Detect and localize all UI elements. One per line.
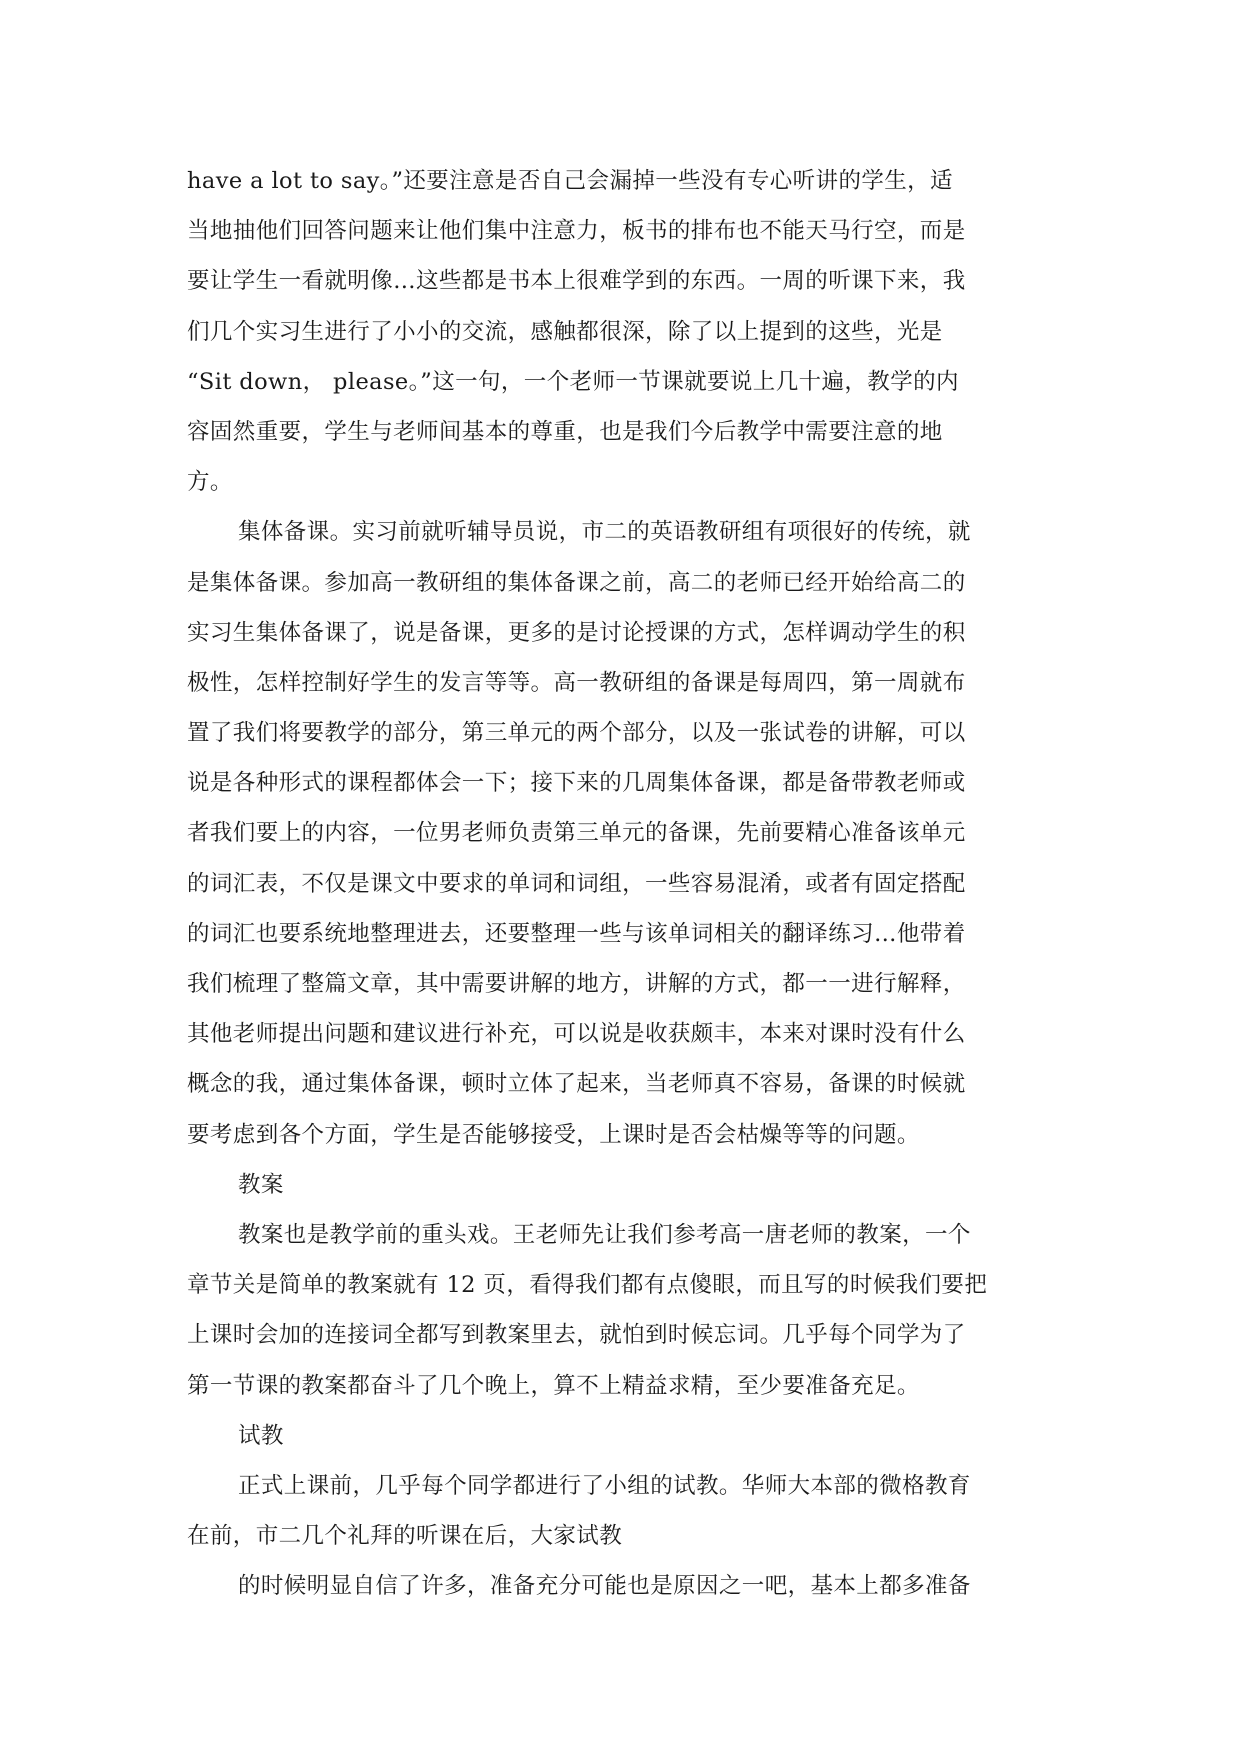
text-line: 在前，市二几个礼拜的听课在后，大家试教: [187, 1523, 623, 1550]
text-line: 容固然重要，学生与老师间基本的尊重，也是我们今后教学中需要注意的地: [187, 418, 943, 445]
text-line: 其他老师提出问题和建议进行补充，可以说是收获颇丰，本来对课时没有什么: [187, 1021, 966, 1048]
text-line: 说是各种形式的课程都体会一下；接下来的几周集体备课，都是备带教老师或: [187, 770, 966, 797]
text-line: 的词汇表，不仅是课文中要求的单词和词组，一些容易混淆，或者有固定搭配: [187, 870, 966, 897]
section-heading: 教案: [238, 1171, 284, 1198]
text-line: 的词汇也要系统地整理进去，还要整理一些与该单词相关的翻译练习…他带着: [187, 920, 966, 947]
text-line: 实习生集体备课了，说是备课，更多的是讨论授课的方式，怎样调动学生的积: [187, 619, 966, 646]
text-line: 上课时会加的连接词全都写到教案里去，就怕到时候忘词。几乎每个同学为了: [187, 1322, 966, 1349]
text-line: 我们梳理了整篇文章，其中需要讲解的地方，讲解的方式，都一一进行解释，: [187, 971, 966, 997]
text-line: 者我们要上的内容，一位男老师负责第三单元的备课，先前要精心准备该单元: [187, 820, 966, 847]
text-line: 要让学生一看就明像…这些都是书本上很难学到的东西。一周的听课下来，我: [187, 268, 966, 295]
paragraph-start-line: 正式上课前，几乎每个同学都进行了小组的试教。华师大本部的微格教育: [238, 1472, 971, 1499]
paragraph-start-line: 教案也是教学前的重头戏。王老师先让我们参考高一唐老师的教案，一个: [238, 1221, 971, 1248]
text-line: have a lot to say。”还要注意是否自己会漏掉一些没有专心听讲的学生，适: [187, 168, 953, 194]
document-page: [187, 156, 1049, 1611]
text-line: 们几个实习生进行了小小的交流，感触都很深，除了以上提到的这些，光是: [187, 318, 943, 345]
text-line: 方。: [187, 469, 233, 496]
text-line: 概念的我，通过集体备课，顿时立体了起来，当老师真不容易，备课的时候就: [187, 1071, 966, 1098]
text-line: 当地抽他们回答问题来让他们集中注意力，板书的排布也不能天马行空，而是: [187, 218, 966, 245]
paragraph-start-line: 的时候明显自信了许多，准备充分可能也是原因之一吧，基本上都多准备: [238, 1573, 971, 1600]
text-line: 章节关是简单的教案就有 12 页，看得我们都有点傻眼，而且写的时候我们要把: [187, 1272, 988, 1299]
text-line: 要考虑到各个方面，学生是否能够接受，上课时是否会枯燥等等的问题。: [187, 1121, 920, 1148]
text-line: 极性，怎样控制好学生的发言等等。高一教研组的备课是每周四，第一周就布: [187, 669, 966, 696]
text-line: 置了我们将要教学的部分，第三单元的两个部分，以及一张试卷的讲解，可以: [187, 720, 966, 747]
text-line: “Sit down， please。”这一句，一个老师一节课就要说上几十遍，教学的内: [187, 368, 959, 395]
section-heading: 试教: [238, 1422, 284, 1449]
text-line: 是集体备课。参加高一教研组的集体备课之前，高二的老师已经开始给高二的: [187, 569, 966, 596]
paragraph-start-line: 集体备课。实习前就听辅导员说，市二的英语教研组有项很好的传统，就: [238, 519, 971, 546]
text-line: 第一节课的教案都奋斗了几个晚上，算不上精益求精，至少要准备充足。: [187, 1372, 920, 1399]
